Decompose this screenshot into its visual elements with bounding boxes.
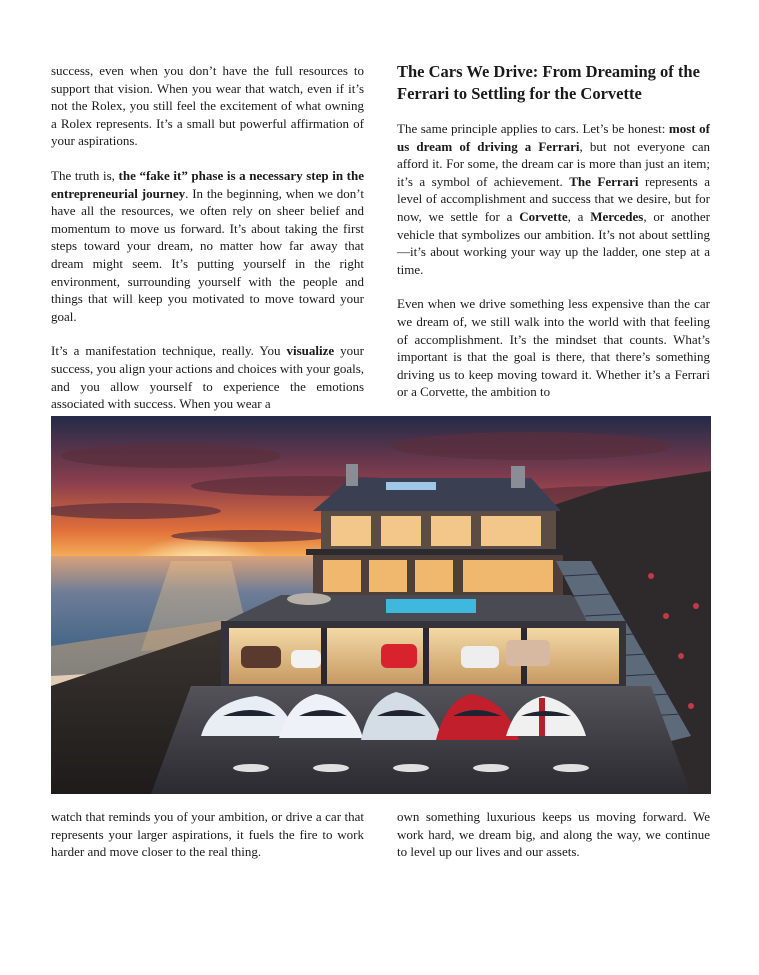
skylights xyxy=(386,482,436,490)
pool xyxy=(386,599,476,613)
hero-image-mansion-garage xyxy=(51,416,711,794)
bold-visualize: visualize xyxy=(286,343,335,359)
middle-windows xyxy=(323,560,553,592)
left-column-bottom xyxy=(51,808,364,861)
right-column-bottom xyxy=(397,808,710,861)
bold-fake-it-phrase: the “fake it” phase is a necessary step in the entrepreneurial journey xyxy=(51,167,365,201)
upper-windows xyxy=(331,516,541,546)
paragraph-fake-it-phase: The truth is, the “fake it” phase is a necessary step in the entrepreneurial journey. In the beginning, when we don’t have all the resources, we often rely on sheer belief and momentum to move us forward. It’s about taking the first steps toward your dream, no matter how far away that dream might seem. It’s putting yourself in the right environment, surrounding yourself with the people and things that will keep you motivated to move toward your goal. xyxy=(51,167,365,324)
paragraph-accomplishment: Even when we drive something less expensive than the car we dream of, we still walk into the world with that feeling of accomplishment. It’s the mindset that counts. What’s important is that the goal is there, that there’s something driving us to keep moving toward it. Whether it’s a Ferrari or a Corvette, the ambition to xyxy=(397,296,710,400)
chimney-left xyxy=(346,464,358,486)
bold-the-ferrari: The Ferrari xyxy=(569,173,639,189)
paragraph-manifestation: It’s a manifestation technique, really. You visualize your success, you align your actions and choices with your goals, and you allow yourself to experience the emotions associated with success. When you wear a xyxy=(51,343,365,412)
paragraph-level-up: own something luxurious keeps us moving forward. We work hard, we dream big, and along the way, we continue to level up our lives and our assets. xyxy=(397,809,710,860)
bold-dream-ferrari: most of us dream of driving a Ferrari xyxy=(397,121,711,154)
lounge-furniture xyxy=(287,593,331,605)
left-column-top xyxy=(51,62,364,413)
bold-corvette: Corvette xyxy=(519,208,568,224)
right-column-top xyxy=(397,120,710,401)
section-heading-cars: The Cars We Drive: From Dreaming of the Ferrari to Settling for the Corvette xyxy=(397,62,700,103)
paragraph-rolex-watch: success, even when you don’t have the full resources to support that vision. When you wear that watch, even if it’s not the Rolex, you still feel the excitement of what owning a Rolex represents. It’s a small but powerful affirmation of your aspirations. xyxy=(51,63,364,149)
paragraph-watch-ambition: watch that reminds you of your ambition, or drive a car that represents your larger aspirations, it fuels the fire to work harder and move closer to the real thing. xyxy=(51,809,364,860)
paragraph-cars-principle: The same principle applies to cars. Let’s be honest: most of us dream of driving a Ferrari, but not everyone can afford it. For some, the dream car is more than just an item; it’s a symbol of achievement. The Ferrari represents a level of accomplishment and success that we desire, but for now, we settle for a Corvette, a Mercedes, or another vehicle that symbolizes our ambition. It’s not about settling—it’s about working your way up the ladder, one step at a time. xyxy=(397,121,711,277)
chimney-right xyxy=(511,466,525,488)
balcony xyxy=(306,549,571,555)
bold-mercedes: Mercedes xyxy=(590,208,644,224)
